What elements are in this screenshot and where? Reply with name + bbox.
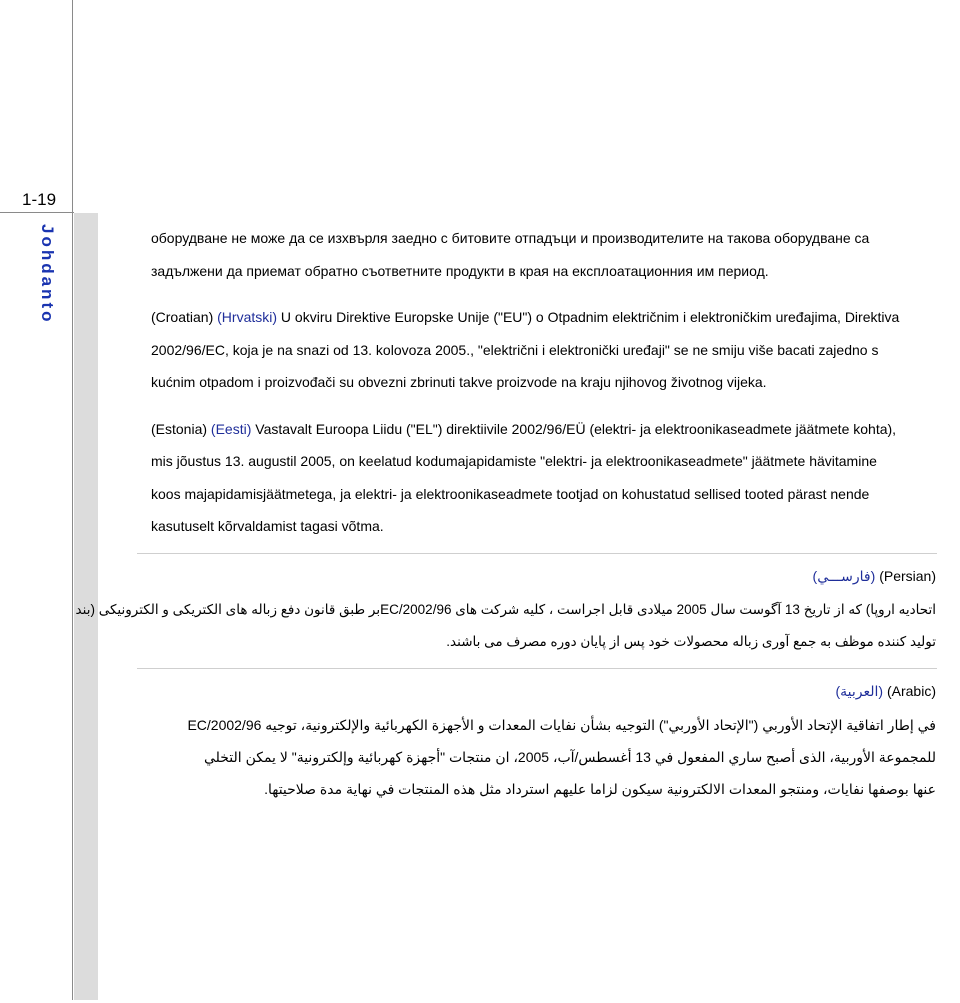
paragraph-line: mis jõustus 13. augustil 2005, on keelatud kodumajapidamiste "elektri- ja elektroonikaseadmete" jäätmete hävitamine [151,453,877,469]
paragraph-line: 2002/96/EC, koja je na snazi od 13. kolovoza 2005., "električni i elektronički uređaji" se ne smiju više bacati zajedno s [151,341,879,358]
language-name: (Eesti) [210,420,252,437]
section-divider [137,668,937,669]
page-content [75,222,936,805]
page-number: 1-19 [22,190,57,209]
arabic-paragraph [151,673,936,805]
chapter-tab: Johdanto [38,224,57,325]
paragraph-text: Vastavalt Euroopa Liidu ("EL") direktiivile 2002/96/EÜ (elektri- ja elektroonikaseadmete jäätmete kohta), [251,420,897,437]
paragraph-text: U okviru Direktive Europske Unije ("EU") o Otpadnim električnim i elektroničkim uređajima, Direktiva [277,309,900,325]
language-suffix: (Arabic) [886,682,936,699]
language-name: (Hrvatski) [217,309,278,325]
bulgarian-paragraph [151,222,936,287]
estonian-paragraph [151,413,936,543]
persian-paragraph [75,558,936,658]
language-prefix: (Estonia) [151,420,208,437]
paragraph-line [151,301,936,334]
paragraph-line: في إطار اتفاقية الإتحاد الأوربي ("الإتحاد الأوربي") التوجيه بشأن نفايات المعدات و الأجهزة الكهربائية والإلكترونية، توجيه 2002/96/EC [187,716,936,733]
language-name: (العربية) [835,682,884,699]
paragraph-line: للمجموعة الأوربية، الذى أصبح ساري المفعول في 13 أغسطس/آب، 2005، ان منتجات "أجهزة كهربائية وإلكترونية" لا يمكن التخلي [203,748,936,765]
arabic-heading [151,673,936,709]
paragraph-line: koos majapidamisjäätmetega, ja elektri- ja elektroonikaseadmete tootjad on kohustatud sellised tooted pärast nende [151,485,870,502]
language-suffix: (Persian) [879,567,936,584]
paragraph-line: kasutuselt kõrvaldamist tagasi võtma. [151,518,384,534]
left-margin-rule [72,0,73,1000]
paragraph-line: عنها بوصفها نفايات، ومنتجو المعدات الالكترونية سيكون لزاما عليهم استرداد مثل هذه المنتجات في نهاية مدة صلاحيتها. [264,780,936,797]
paragraph-line: kućnim otpadom i proizvođači su obvezni zbrinuti takve proizvode na kraju njihovog životnog vijeka. [151,374,767,390]
language-name: (فارســـي) [812,567,876,584]
section-divider [137,553,937,554]
language-prefix: (Croatian) [151,309,214,325]
paragraph-line: задължени да приемат обратно съответните продукти в края на експлоатационния им период. [151,262,769,279]
paragraph-line: تولید کننده موظف به جمع آوری زباله محصولات خود پس از پایان دوره مصرف می باشند. [446,633,936,649]
paragraph-line: оборудване не може да се изхвърля заедно с битовите отпадъци и производителите на такова оборудване са [151,230,870,246]
paragraph-line: اتحادیه اروپا) که از تاریخ 13 آگوست سال 2005 میلادی قابل اجراست ، کلیه شرکت های 2002/96/ECبر طبق قانون دفع زباله های الکتریکی و الکترونیکی (بند [75,601,936,617]
page-number-rule [0,212,74,213]
paragraph-line [151,413,936,446]
croatian-paragraph [151,301,936,399]
persian-heading [151,558,936,594]
